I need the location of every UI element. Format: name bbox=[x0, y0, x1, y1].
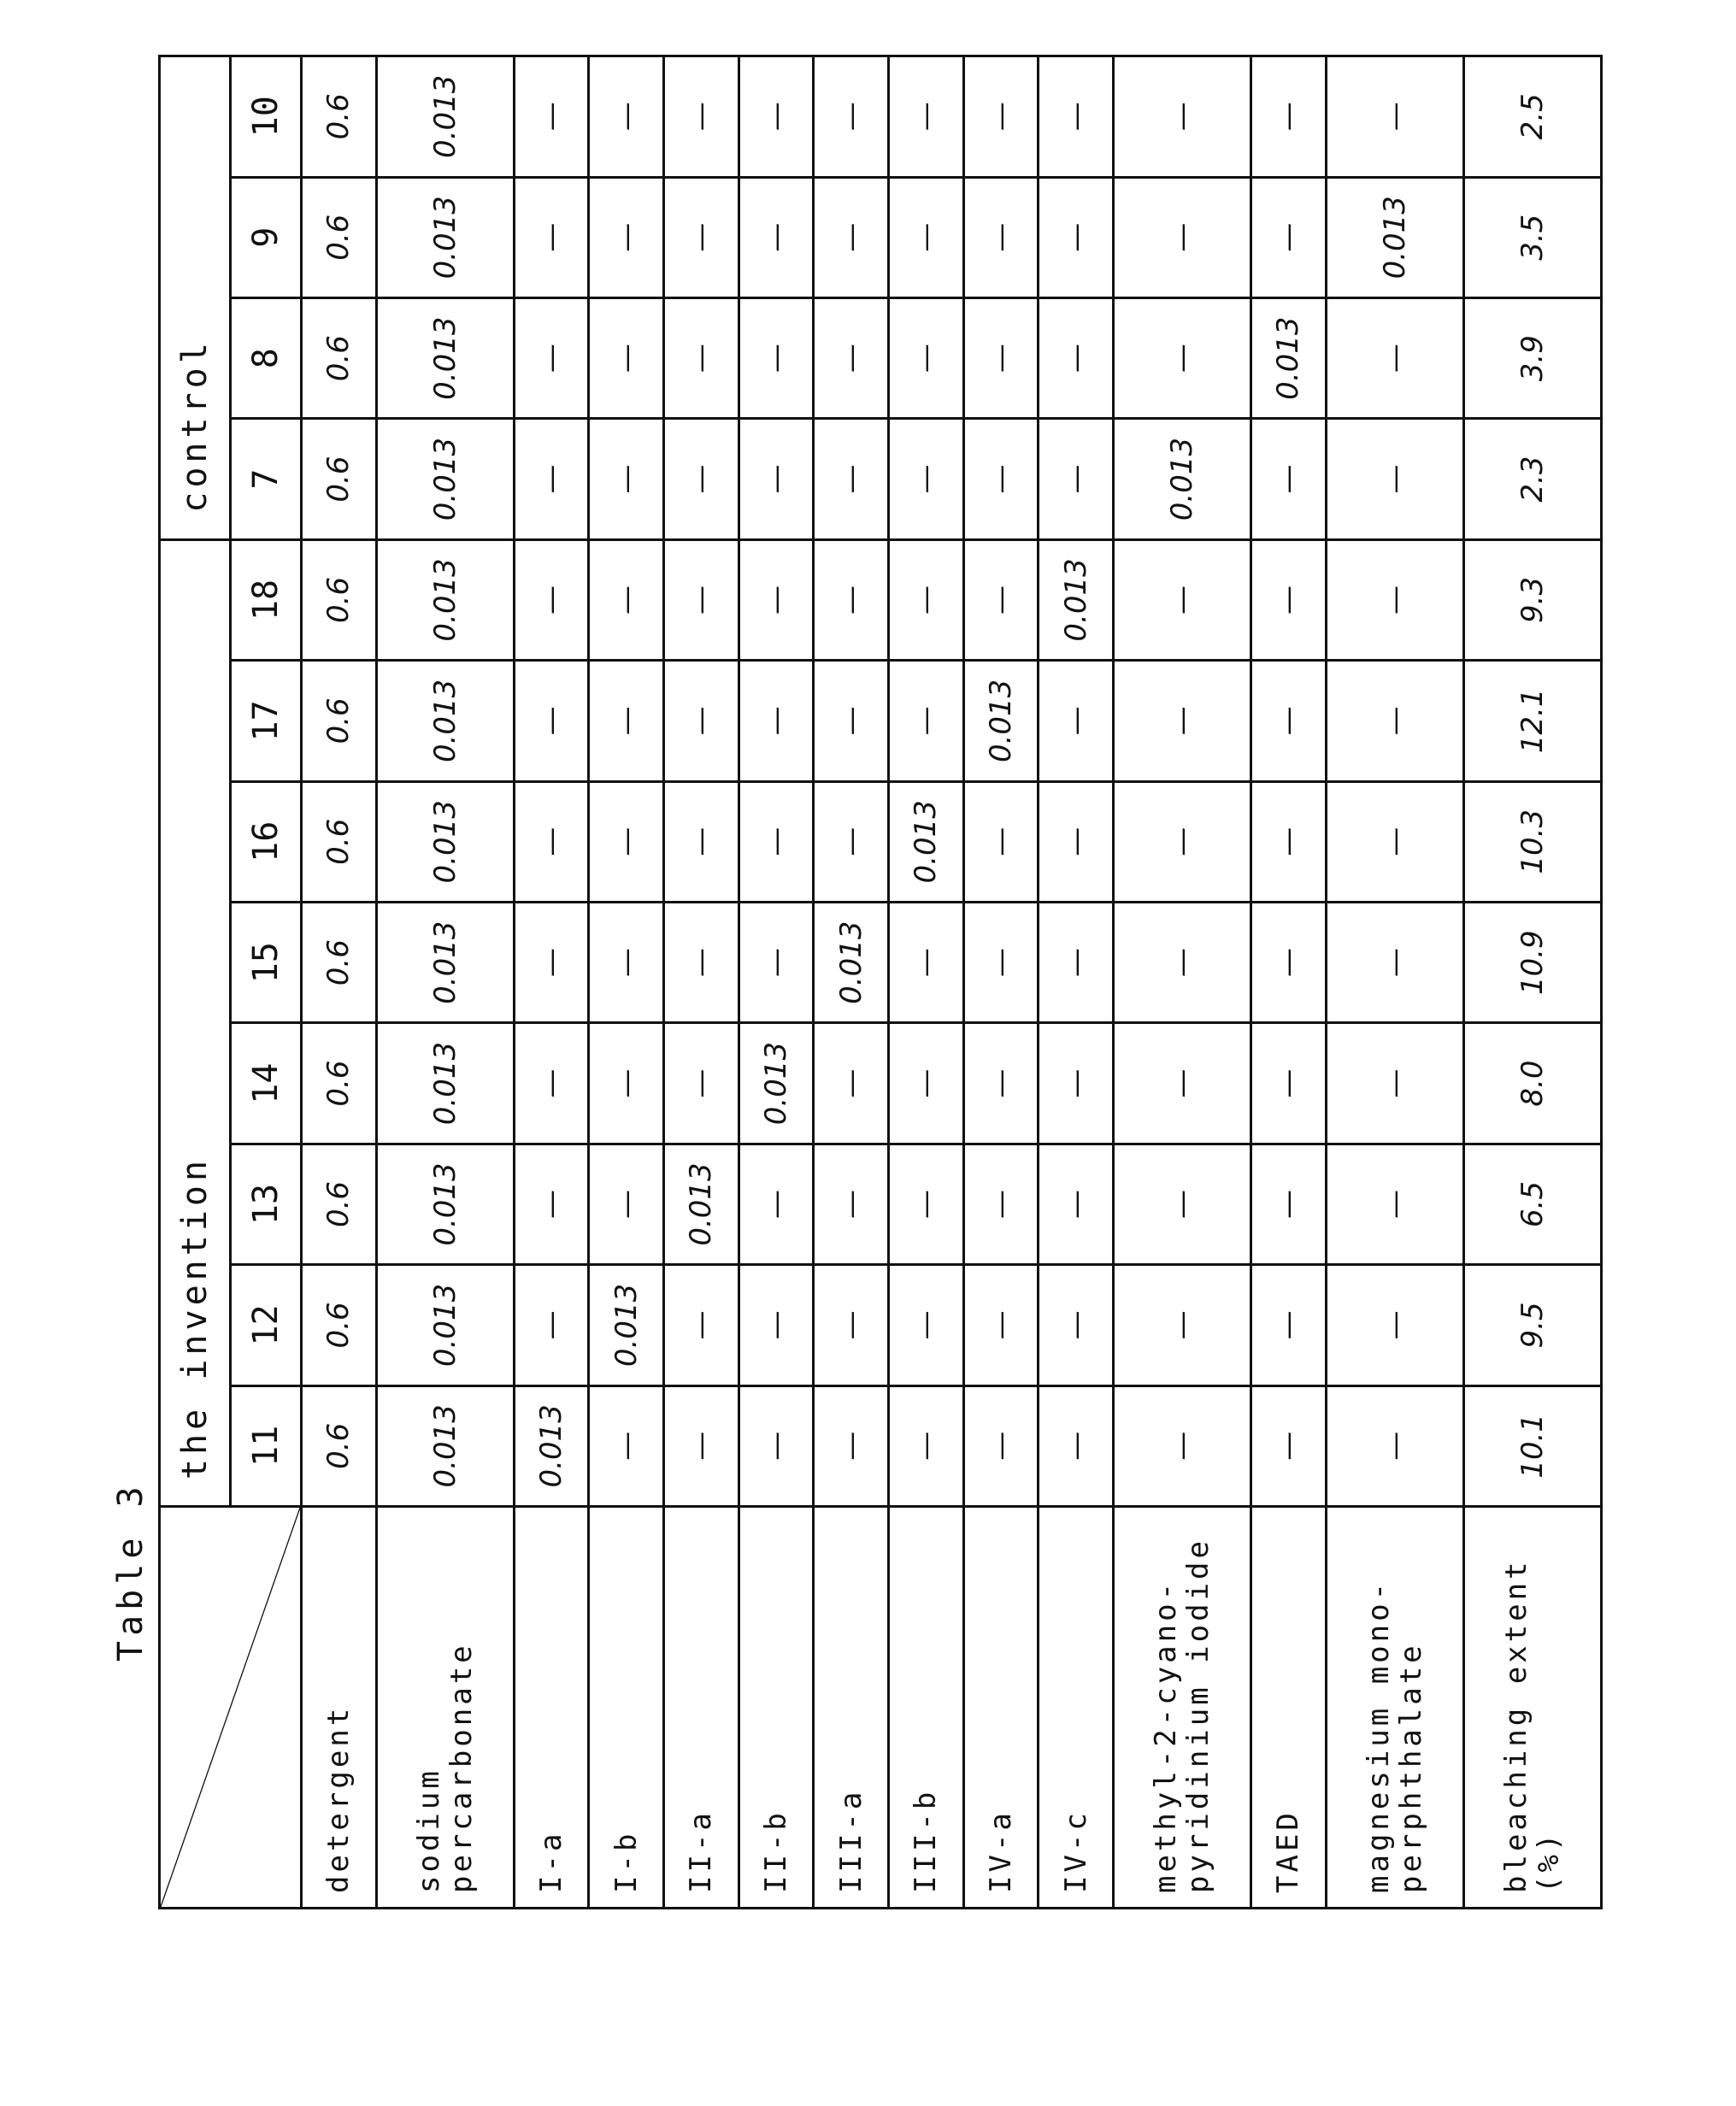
value-cell: — bbox=[589, 56, 664, 178]
value-cell: — bbox=[1113, 1144, 1251, 1264]
row-label: TAED bbox=[1251, 1507, 1327, 1909]
value-cell: 0.013 bbox=[376, 1385, 514, 1506]
value-cell: — bbox=[889, 297, 964, 418]
value-cell: — bbox=[589, 1144, 664, 1264]
value-cell: 10.3 bbox=[1463, 781, 1601, 902]
value-cell: — bbox=[1251, 781, 1327, 902]
value-cell: — bbox=[889, 1385, 964, 1506]
column-number: 17 bbox=[231, 661, 302, 781]
value-cell: 2.5 bbox=[1463, 56, 1601, 178]
value-cell: — bbox=[889, 56, 964, 178]
value-cell: — bbox=[889, 1265, 964, 1385]
value-cell: 0.013 bbox=[664, 1144, 739, 1264]
value-cell: — bbox=[963, 1265, 1039, 1385]
column-number: 13 bbox=[231, 1144, 302, 1264]
row-label: sodium percarbonate bbox=[376, 1507, 514, 1909]
value-cell: 9.3 bbox=[1463, 539, 1601, 660]
value-cell: 0.013 bbox=[376, 177, 514, 297]
value-cell: — bbox=[514, 1265, 589, 1385]
value-cell: 0.013 bbox=[1251, 297, 1327, 418]
value-cell: — bbox=[1113, 1265, 1251, 1385]
value-cell: — bbox=[589, 419, 664, 539]
value-cell: — bbox=[814, 781, 889, 902]
value-cell: — bbox=[1251, 1144, 1327, 1264]
table-row bbox=[739, 56, 814, 1909]
row-label: magnesium mono-perphthalate bbox=[1326, 1507, 1463, 1909]
value-cell: — bbox=[814, 539, 889, 660]
value-cell: — bbox=[1113, 661, 1251, 781]
value-cell: 10.9 bbox=[1463, 902, 1601, 1022]
value-cell: 0.013 bbox=[814, 902, 889, 1022]
value-cell: — bbox=[589, 177, 664, 297]
value-cell: — bbox=[1113, 902, 1251, 1022]
value-cell: — bbox=[1039, 1265, 1114, 1385]
value-cell: — bbox=[963, 781, 1039, 902]
value-cell: — bbox=[1039, 56, 1114, 178]
value-cell: — bbox=[1039, 177, 1114, 297]
value-cell: — bbox=[1251, 539, 1327, 660]
value-cell: — bbox=[1251, 1385, 1327, 1506]
value-cell: — bbox=[1251, 1023, 1327, 1144]
value-cell: — bbox=[664, 661, 739, 781]
value-cell: 0.013 bbox=[514, 1385, 589, 1506]
value-cell: — bbox=[963, 1023, 1039, 1144]
value-cell: 0.6 bbox=[302, 297, 377, 418]
table-caption: Table 3 bbox=[111, 1481, 150, 1662]
value-cell: — bbox=[814, 1144, 889, 1264]
value-cell: 0.013 bbox=[889, 781, 964, 902]
value-cell: 0.013 bbox=[589, 1265, 664, 1385]
value-cell: — bbox=[589, 1023, 664, 1144]
value-cell: — bbox=[1326, 539, 1463, 660]
value-cell: 0.013 bbox=[1039, 539, 1114, 660]
value-cell: — bbox=[664, 419, 739, 539]
value-cell: — bbox=[739, 1265, 814, 1385]
value-cell: — bbox=[739, 297, 814, 418]
value-cell: — bbox=[589, 297, 664, 418]
value-cell: — bbox=[664, 539, 739, 660]
value-cell: — bbox=[1326, 781, 1463, 902]
value-cell: — bbox=[814, 1265, 889, 1385]
value-cell: — bbox=[1039, 661, 1114, 781]
value-cell: 0.013 bbox=[376, 297, 514, 418]
value-cell: — bbox=[814, 1385, 889, 1506]
value-cell: — bbox=[1039, 1385, 1114, 1506]
value-cell: 0.013 bbox=[376, 1265, 514, 1385]
value-cell: 0.6 bbox=[302, 1265, 377, 1385]
value-cell: — bbox=[814, 419, 889, 539]
value-cell: 0.6 bbox=[302, 902, 377, 1022]
value-cell: — bbox=[514, 419, 589, 539]
value-cell: 2.3 bbox=[1463, 419, 1601, 539]
value-cell: — bbox=[589, 539, 664, 660]
row-label: III-a bbox=[814, 1507, 889, 1909]
value-cell: — bbox=[739, 419, 814, 539]
column-number: 11 bbox=[231, 1385, 302, 1506]
value-cell: — bbox=[963, 297, 1039, 418]
value-cell: 0.013 bbox=[376, 1023, 514, 1144]
value-cell: — bbox=[1039, 1144, 1114, 1264]
value-cell: — bbox=[1113, 1023, 1251, 1144]
row-label: II-a bbox=[664, 1507, 739, 1909]
value-cell: — bbox=[814, 1023, 889, 1144]
value-cell: — bbox=[1251, 419, 1327, 539]
column-number: 10 bbox=[231, 56, 302, 178]
value-cell: — bbox=[963, 539, 1039, 660]
value-cell: — bbox=[889, 1023, 964, 1144]
table-row bbox=[1251, 56, 1327, 1909]
value-cell: — bbox=[1113, 781, 1251, 902]
row-label: I-b bbox=[589, 1507, 664, 1909]
column-number: 8 bbox=[231, 297, 302, 418]
row-label: methyl-2-cyano-pyridinium iodide bbox=[1113, 1507, 1251, 1909]
value-cell: 8.0 bbox=[1463, 1023, 1601, 1144]
value-cell: — bbox=[589, 661, 664, 781]
table-row bbox=[1039, 56, 1114, 1909]
value-cell: — bbox=[664, 1265, 739, 1385]
value-cell: — bbox=[514, 1023, 589, 1144]
table-row bbox=[1113, 56, 1251, 1909]
value-cell: — bbox=[889, 177, 964, 297]
value-cell: 0.6 bbox=[302, 1385, 377, 1506]
value-cell: — bbox=[1251, 902, 1327, 1022]
value-cell: — bbox=[514, 177, 589, 297]
value-cell: — bbox=[963, 902, 1039, 1022]
value-cell: — bbox=[963, 419, 1039, 539]
table-row bbox=[664, 56, 739, 1909]
value-cell: 9.5 bbox=[1463, 1265, 1601, 1385]
value-cell: — bbox=[1326, 297, 1463, 418]
value-cell: 10.1 bbox=[1463, 1385, 1601, 1506]
value-cell: — bbox=[1039, 419, 1114, 539]
value-cell: — bbox=[1113, 1385, 1251, 1506]
row-label: detergent bbox=[302, 1507, 377, 1909]
value-cell: — bbox=[963, 1144, 1039, 1264]
value-cell: — bbox=[963, 177, 1039, 297]
value-cell: 12.1 bbox=[1463, 661, 1601, 781]
value-cell: — bbox=[664, 177, 739, 297]
value-cell: — bbox=[664, 902, 739, 1022]
value-cell: — bbox=[664, 781, 739, 902]
value-cell: — bbox=[1326, 1385, 1463, 1506]
value-cell: 0.013 bbox=[376, 539, 514, 660]
group-header-row bbox=[160, 56, 231, 1909]
table-row bbox=[514, 56, 589, 1909]
value-cell: 0.013 bbox=[1326, 177, 1463, 297]
value-cell: — bbox=[514, 539, 589, 660]
value-cell: — bbox=[889, 661, 964, 781]
value-cell: — bbox=[514, 902, 589, 1022]
column-number: 18 bbox=[231, 539, 302, 660]
value-cell: — bbox=[1251, 1265, 1327, 1385]
value-cell: — bbox=[814, 297, 889, 418]
value-cell: — bbox=[1039, 297, 1114, 418]
value-cell: — bbox=[739, 661, 814, 781]
value-cell: — bbox=[514, 1144, 589, 1264]
table-row bbox=[889, 56, 964, 1909]
table-row bbox=[1463, 56, 1601, 1909]
value-cell: — bbox=[1326, 419, 1463, 539]
value-cell: 0.6 bbox=[302, 177, 377, 297]
value-cell: — bbox=[889, 1144, 964, 1264]
value-cell: — bbox=[739, 1385, 814, 1506]
value-cell: 0.6 bbox=[302, 1023, 377, 1144]
value-cell: 0.6 bbox=[302, 661, 377, 781]
value-cell: 0.6 bbox=[302, 419, 377, 539]
value-cell: — bbox=[963, 1385, 1039, 1506]
value-cell: — bbox=[889, 902, 964, 1022]
value-cell: 0.6 bbox=[302, 56, 377, 178]
value-cell: — bbox=[514, 56, 589, 178]
value-cell: 0.013 bbox=[376, 1144, 514, 1264]
value-cell: 0.013 bbox=[376, 781, 514, 902]
column-number: 16 bbox=[231, 781, 302, 902]
value-cell: — bbox=[1113, 56, 1251, 178]
column-number: 14 bbox=[231, 1023, 302, 1144]
value-cell: 3.9 bbox=[1463, 297, 1601, 418]
value-cell: — bbox=[1039, 902, 1114, 1022]
row-label: IV-c bbox=[1039, 1507, 1114, 1909]
value-cell: 0.013 bbox=[376, 419, 514, 539]
value-cell: 0.6 bbox=[302, 781, 377, 902]
group-control: control bbox=[160, 56, 231, 540]
value-cell: — bbox=[739, 56, 814, 178]
value-cell: — bbox=[1326, 56, 1463, 178]
value-cell: — bbox=[664, 1385, 739, 1506]
value-cell: — bbox=[889, 539, 964, 660]
value-cell: — bbox=[1113, 177, 1251, 297]
value-cell: — bbox=[739, 539, 814, 660]
table-row bbox=[814, 56, 889, 1909]
value-cell: 3.5 bbox=[1463, 177, 1601, 297]
value-cell: 0.013 bbox=[1113, 419, 1251, 539]
value-cell: — bbox=[814, 661, 889, 781]
group-invention: the invention bbox=[160, 539, 231, 1506]
value-cell: — bbox=[814, 56, 889, 178]
column-number: 12 bbox=[231, 1265, 302, 1385]
value-cell: — bbox=[1326, 1144, 1463, 1264]
column-number: 9 bbox=[231, 177, 302, 297]
value-cell: — bbox=[739, 902, 814, 1022]
value-cell: — bbox=[1251, 177, 1327, 297]
value-cell: — bbox=[514, 297, 589, 418]
column-number: 15 bbox=[231, 902, 302, 1022]
row-label: IV-a bbox=[963, 1507, 1039, 1909]
value-cell: — bbox=[739, 1144, 814, 1264]
value-cell: — bbox=[1326, 1023, 1463, 1144]
value-cell: — bbox=[589, 1385, 664, 1506]
value-cell: — bbox=[664, 1023, 739, 1144]
column-number: 7 bbox=[231, 419, 302, 539]
value-cell: — bbox=[739, 781, 814, 902]
table-row bbox=[1326, 56, 1463, 1909]
value-cell: — bbox=[1251, 56, 1327, 178]
row-label: II-b bbox=[739, 1507, 814, 1909]
value-cell: — bbox=[1326, 661, 1463, 781]
value-cell: — bbox=[589, 902, 664, 1022]
value-cell: — bbox=[664, 297, 739, 418]
value-cell: — bbox=[1326, 1265, 1463, 1385]
value-cell: — bbox=[1113, 297, 1251, 418]
value-cell: — bbox=[1039, 1023, 1114, 1144]
value-cell: 6.5 bbox=[1463, 1144, 1601, 1264]
value-cell: — bbox=[514, 781, 589, 902]
value-cell: — bbox=[664, 56, 739, 178]
value-cell: 0.013 bbox=[376, 902, 514, 1022]
row-label: I-a bbox=[514, 1507, 589, 1909]
value-cell: 0.013 bbox=[739, 1023, 814, 1144]
value-cell: 0.013 bbox=[376, 661, 514, 781]
row-label: III-b bbox=[889, 1507, 964, 1909]
table-row bbox=[376, 56, 514, 1909]
value-cell: 0.013 bbox=[963, 661, 1039, 781]
table-row bbox=[302, 56, 377, 1909]
row-label: bleaching extent (%) bbox=[1463, 1507, 1601, 1909]
value-cell: — bbox=[739, 177, 814, 297]
value-cell: — bbox=[889, 419, 964, 539]
value-cell: 0.6 bbox=[302, 539, 377, 660]
composition-table bbox=[158, 55, 1603, 1909]
value-cell: — bbox=[963, 56, 1039, 178]
value-cell: 0.013 bbox=[376, 56, 514, 178]
value-cell: — bbox=[1039, 781, 1114, 902]
table-row bbox=[963, 56, 1039, 1909]
value-cell: — bbox=[589, 781, 664, 902]
value-cell: — bbox=[1326, 902, 1463, 1022]
value-cell: — bbox=[514, 661, 589, 781]
corner-cell bbox=[160, 1507, 302, 1909]
diagonal-line-icon bbox=[161, 1508, 300, 1907]
table-row bbox=[589, 56, 664, 1909]
value-cell: 0.6 bbox=[302, 1144, 377, 1264]
value-cell: — bbox=[1113, 539, 1251, 660]
value-cell: — bbox=[1251, 661, 1327, 781]
value-cell: — bbox=[814, 177, 889, 297]
